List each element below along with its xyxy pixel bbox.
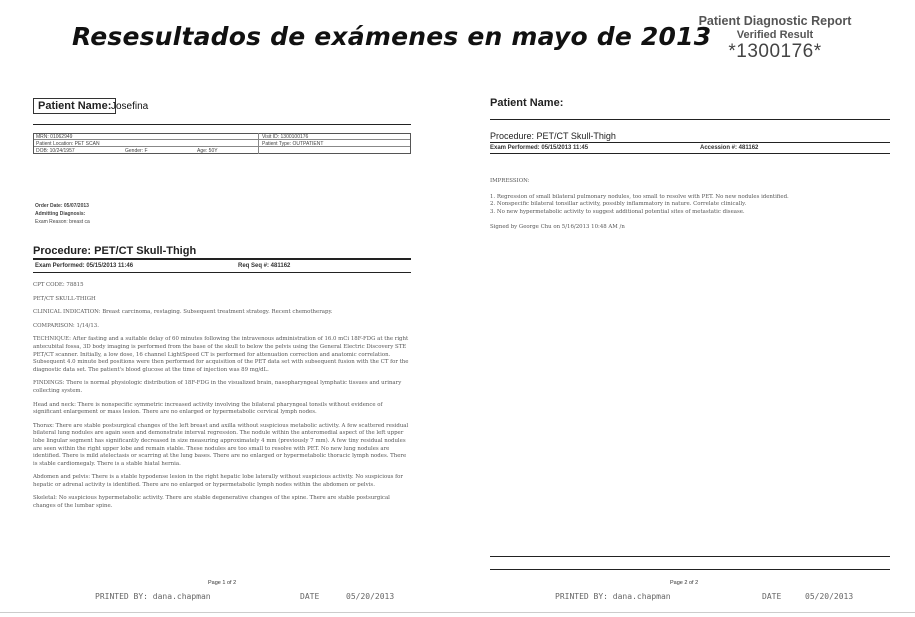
req-seq: Req Seq #: 481162	[238, 263, 291, 269]
divider	[33, 258, 411, 260]
order-date: Order Date: 05/07/2013	[35, 203, 89, 209]
visit-id: Visit ID: 1300100176	[262, 134, 309, 140]
patient-info-grid	[33, 133, 411, 161]
report-title: Patient Diagnostic Report	[698, 14, 852, 28]
patient-name-value: Josefina	[111, 101, 149, 112]
patient-name-label: Patient Name:	[490, 97, 564, 109]
signed-by: Signed by George Chu on 5/16/2013 10:48 AM /n	[490, 224, 625, 231]
findings: FINDINGS: There is normal physiologic distribution of 18F-FDG in the visualized brain, nasopharyngeal lymphatic tissues and urinary collecting system.	[33, 380, 402, 394]
dob: DOB: 10/24/1957	[36, 148, 75, 154]
thorax: Thorax: There are stable postsurgical changes of the left breast and axilla without suspicious metabolic activity. A few scattered residual bilateral lung nodules are again seen and demonstrate interval regression. The nodule within the anteromedial aspect of the left upper lobe lingular segment has significantly decreased in size measuring approximately 4 mm (previously 7 mm). A few tiny residual nodules are seen within the right upper lobe and remain stable. These nodules are too small to resolve with PET. No new lung nodules are identified. There is mild atelectasis or scarring at the lung bases. There are no enlarged or hypermetabolic thoracic lymph nodes. There is stable cardiomegaly. There is a stable hiatal hernia.	[33, 422, 409, 467]
impression-item: 2. Nonspecific bilateral tonsillar activity, possibly inflammatory in nature. Correlate clinically.	[490, 201, 747, 208]
printed-by: PRINTED BY: dana.chapman	[95, 592, 211, 601]
clinical-indication: CLINICAL INDICATION: Breast carcinoma, restaging. Subsequent treatment strategy. Recent chemotherapy.	[33, 309, 333, 316]
technique: TECHNIQUE: After fasting and a suitable delay of 60 minutes following the intravenous administration of 16.0 mCi 18F-FDG at the right antecubital fossa, 3D body imaging is performed from the base of the skull to below the pelvis using the General Electric Discovery STE PET/CT scanner. Initially, a low dose, 16 channel LightSpeed CT is performed for attenuation correction and anatomic correlation. Subsequent 4.0 minute bed positions were then performed for acquisition of the PET data set with subsequent fusion with the CT for the diagnostic data set. The patient's blood glucose at the time of injection was 89 mg/dL.	[33, 336, 409, 373]
scan-edge	[0, 612, 915, 613]
gender: Gender: F	[125, 148, 148, 154]
divider	[490, 153, 890, 154]
impression-list	[490, 194, 890, 217]
procedure-title: Procedure: PET/CT Skull-Thigh	[490, 131, 616, 141]
divider	[490, 119, 890, 120]
report-body	[33, 282, 411, 517]
page-number: Page 1 of 2	[208, 580, 237, 586]
head-and-neck: Head and neck: There is nonspecific symmetric increased activity involving the bilateral pharyngeal tonsils without evidence of significant enlargement or mass lesion. There are no enlarged or hypermetabolic cervical lymph nodes.	[33, 401, 383, 416]
divider	[490, 142, 890, 143]
page-number: Page 2 of 2	[670, 580, 699, 586]
divider	[33, 124, 411, 125]
patient-type: Patient Type: OUTPATIENT	[262, 141, 324, 147]
date-label: DATE	[762, 592, 782, 601]
print-date: 05/20/2013	[346, 592, 395, 601]
patient-name-label: Patient Name:	[33, 98, 116, 114]
admitting-diagnosis: Admitting Diagnosis:	[35, 211, 86, 217]
patient-location: Patient Location: PET SCAN	[36, 141, 100, 147]
report-status: Verified Result	[736, 29, 814, 41]
exam-performed: Exam Performed: 05/15/2013 11:45	[490, 145, 589, 151]
exam-name: PET/CT SKULL-THIGH	[33, 295, 96, 302]
accession-number: Accession #: 481162	[700, 145, 759, 151]
cpt-code: CPT CODE: 78815	[33, 282, 84, 288]
date-label: DATE	[300, 592, 320, 601]
mrn: MRN: 01062949	[36, 134, 73, 140]
exam-performed: Exam Performed: 05/15/2013 11:46	[35, 263, 134, 269]
handwritten-title: Resesultados de exámenes en mayo de 2013	[72, 22, 712, 51]
divider	[490, 556, 890, 557]
divider	[33, 272, 411, 273]
impression-label: IMPRESSION:	[490, 178, 530, 184]
abdomen-pelvis: Abdomen and pelvis: There is a stable hypodense lesion in the right hepatic lobe laterally without suspicious activity. No suspicious for hepatic or adrenal activity is identified. There are no enlarged or hypermetabolic lymph nodes within the abdomen or pelvis.	[33, 474, 403, 488]
comparison: COMPARISON: 1/14/13.	[33, 322, 99, 329]
impression-item: 1. Regression of small bilateral pulmonary nodules, too small to resolve with PET. No new nodules identified.	[490, 193, 789, 200]
divider	[490, 569, 890, 570]
procedure-title: Procedure: PET/CT Skull-Thigh	[33, 245, 197, 257]
impression-item: 3. No new hypermetabolic activity to suggest additional potential sites of metastatic disease.	[490, 208, 745, 215]
report-number: *1300176*	[728, 41, 822, 62]
print-date: 05/20/2013	[805, 592, 854, 601]
report-page-2	[460, 0, 915, 617]
skeletal: Skeletal: No suspicious hypermetabolic activity. There are stable degenerative changes of the spine. There are stable postsurgical changes of the lumbar spine.	[33, 495, 390, 510]
exam-reason: Exam Reason: breast ca	[35, 219, 90, 225]
printed-by: PRINTED BY: dana.chapman	[555, 592, 671, 601]
age: Age: 50Y	[197, 148, 218, 154]
impression-section	[490, 178, 890, 238]
